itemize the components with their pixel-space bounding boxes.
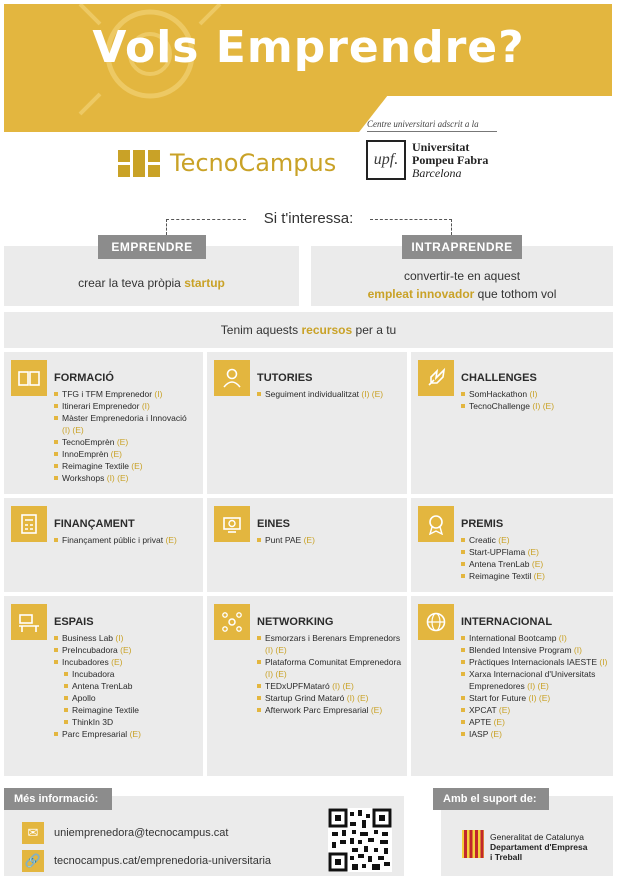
intraprendre-text (311, 267, 613, 303)
list-item-text: InnoEmprèn (62, 449, 111, 459)
list-item-text: Afterwork Parc Empresarial (265, 705, 371, 715)
tools-icon (214, 506, 250, 542)
footer-email-line (22, 822, 228, 844)
list-item (461, 400, 606, 412)
list-item (461, 704, 609, 716)
list-item-badge: (E) (116, 437, 129, 447)
card-title: PREMIS (461, 518, 504, 530)
list-item-text: TecnoChallenge (469, 401, 533, 411)
list-item (257, 388, 402, 400)
generalitat-2: Departament d'Empresa (490, 842, 588, 852)
card-tutories (207, 352, 407, 494)
list-item-text: Reimagine Textile (72, 705, 139, 715)
card-premis (411, 498, 613, 592)
footer-support-tag: Amb el suport de: (433, 788, 549, 810)
list-item-badge: (E) (370, 705, 383, 715)
emprendre-tag: EMPRENDRE (98, 235, 206, 259)
list-item-text: PreIncubadora (62, 645, 121, 655)
emprendre-text (4, 274, 299, 292)
list-item (461, 644, 609, 656)
card-title: FINANÇAMENT (54, 518, 135, 530)
upf-name-2: Pompeu Fabra (412, 153, 489, 167)
card-list (54, 388, 194, 484)
card-title: CHALLENGES (461, 372, 537, 384)
card-list (54, 534, 199, 546)
list-item-badge: (I) (E) (346, 693, 369, 703)
list-item-text: Parc Empresarial (62, 729, 130, 739)
list-item-text: Màster Emprenedoria i Innovació (62, 413, 187, 423)
list-item (54, 534, 199, 546)
list-item-badge: (I) (E) (265, 645, 287, 655)
list-item-text: IASP (469, 729, 491, 739)
list-item (54, 448, 194, 460)
intraprendre-text-post: que tothom vol (474, 287, 557, 301)
card-title: INTERNACIONAL (461, 616, 553, 628)
list-item (461, 534, 606, 546)
list-item-text: Plataforma Comunitat Emprenedora (265, 657, 402, 667)
list-item-text: Pràctiques Internacionals IAESTE (469, 657, 600, 667)
upf-name-1: Universitat (412, 140, 470, 154)
card-eines (207, 498, 407, 592)
list-item (257, 632, 402, 656)
card-internacional (411, 596, 613, 776)
list-item-text: Start-UPFlama (469, 547, 528, 557)
generalitat-1: Generalitat de Catalunya (490, 832, 585, 842)
list-item (54, 412, 194, 436)
emprendre-text-hl: startup (184, 276, 225, 290)
list-item-badge: (I) (E) (62, 425, 84, 435)
list-item (257, 534, 402, 546)
list-item-badge: (E) (531, 559, 544, 569)
list-item (461, 692, 609, 704)
list-item-text: Xarxa Internacional d'Universitats Emprenedores (469, 669, 596, 691)
resources-post: per a tu (352, 323, 397, 337)
list-item-badge: (I) (E) (332, 681, 354, 691)
intraprendre-tag: INTRAPRENDRE (402, 235, 522, 259)
generalitat-text (490, 832, 587, 862)
list-item-badge: (I) (E) (106, 473, 129, 483)
resources-banner (4, 312, 613, 348)
list-item-badge: (I) (599, 657, 608, 667)
list-item-text: ThinkIn 3D (72, 717, 114, 727)
list-item-badge: (I) (154, 389, 163, 399)
footer-url[interactable]: tecnocampus.cat/emprenedoria-universitaria (54, 855, 272, 867)
card-title: ESPAIS (54, 616, 94, 628)
list-item-text: Startup Grind Mataró (265, 693, 347, 703)
intraprendre-text-1: convertir-te en aquest (403, 269, 521, 283)
list-item-badge: (E) (165, 535, 177, 545)
upf-name (412, 141, 488, 180)
list-item (54, 644, 199, 656)
list-item (461, 558, 606, 570)
list-item-badge: (E) (110, 449, 123, 459)
list-item-badge: (E) (131, 461, 143, 471)
list-item (54, 704, 199, 716)
list-item-badge: (E) (490, 729, 502, 739)
list-item (54, 680, 199, 692)
list-item (54, 388, 194, 400)
list-item (54, 436, 194, 448)
list-item-badge: (I) (115, 633, 124, 643)
list-item-badge: (I) (E) (532, 401, 555, 411)
connector-right-v (451, 219, 452, 235)
list-item-text: Incubadores (62, 657, 112, 667)
list-item (461, 632, 609, 644)
card-title: EINES (257, 518, 291, 530)
list-item (54, 692, 199, 704)
list-item-badge: (E) (533, 571, 545, 581)
list-item (461, 656, 609, 668)
mail-icon: ✉ (22, 822, 44, 844)
list-item-text: SomHackathon (469, 389, 530, 399)
book-icon (11, 360, 47, 396)
list-item-text: TEDxUPFMataró (265, 681, 333, 691)
list-item-badge: (I) (573, 645, 582, 655)
card-list (257, 388, 402, 400)
list-item-text: TecnoEmprèn (62, 437, 117, 447)
footer-info-tag: Més informació: (4, 788, 112, 810)
resources-hl: recursos (301, 323, 353, 337)
footer-url-line (22, 850, 271, 872)
globe-icon (418, 604, 454, 640)
list-item-badge: (I) (E) (527, 681, 549, 691)
rocket-icon (418, 360, 454, 396)
list-item-badge: (I) (E) (265, 669, 287, 679)
list-item-badge: (I) (141, 401, 150, 411)
list-item (257, 704, 402, 716)
list-item (257, 692, 402, 704)
intro-title: Si t'interessa: (263, 210, 354, 227)
list-item-text: Blended Intensive Program (469, 645, 574, 655)
list-item-text: Reimagine Textil (469, 571, 534, 581)
list-item-badge: (E) (129, 729, 141, 739)
card-title: TUTORIES (257, 372, 313, 384)
card-list (257, 534, 402, 546)
card-list (461, 388, 606, 412)
list-item (461, 668, 609, 692)
card-list (54, 632, 199, 740)
upf-mark: upf. (366, 140, 406, 180)
tecnocampus-logo (118, 148, 336, 178)
list-item (461, 716, 609, 728)
footer-email[interactable]: uniemprenedora@tecnocampus.cat (54, 827, 229, 839)
list-item-text: Incubadora (72, 669, 115, 679)
list-item-text: Punt PAE (265, 535, 304, 545)
list-item-badge: (I) (558, 633, 567, 643)
list-item-badge: (E) (498, 535, 510, 545)
connector-left (166, 219, 246, 220)
list-item-text: Business Lab (62, 633, 116, 643)
link-icon: 🔗 (22, 850, 44, 872)
list-item-badge: (E) (111, 657, 123, 667)
list-item (461, 546, 606, 558)
list-item-text: XPCAT (469, 705, 499, 715)
list-item (54, 656, 199, 668)
card-networking (207, 596, 407, 776)
card-espais (4, 596, 203, 776)
list-item (54, 400, 194, 412)
connector-left-v (166, 219, 167, 235)
list-item-text: Creatic (469, 535, 499, 545)
card-list (257, 632, 402, 716)
intraprendre-text-hl: empleat innovador (367, 287, 475, 301)
network-icon (214, 604, 250, 640)
list-item-badge: (E) (498, 705, 511, 715)
list-item (54, 472, 194, 484)
page-title: Vols Emprendre? (92, 22, 525, 73)
upf-name-3: Barcelona (412, 166, 462, 180)
list-item-badge: (E) (527, 547, 539, 557)
list-item-text: Seguiment individualitzat (265, 389, 362, 399)
mentor-icon (214, 360, 250, 396)
list-item-text: Apollo (72, 693, 96, 703)
list-item (54, 668, 199, 680)
list-item (54, 728, 199, 740)
list-item (461, 388, 606, 400)
card-list (461, 534, 606, 582)
list-item-text: International Bootcamp (469, 633, 559, 643)
list-item-text: Antena TrenLab (72, 681, 133, 691)
list-item-badge: (I) (E) (361, 389, 384, 399)
card-title: NETWORKING (257, 616, 334, 628)
upf-caption: Centre universitari adscrit a la (367, 119, 497, 132)
list-item-text: Workshops (62, 473, 107, 483)
list-item (257, 656, 402, 680)
qr-code[interactable] (328, 808, 392, 872)
tecnocampus-mark-icon (118, 148, 160, 178)
desk-icon (11, 604, 47, 640)
list-item (461, 570, 606, 582)
card-formacio (4, 352, 203, 494)
connector-right (370, 219, 452, 220)
generalitat-logo-icon (462, 830, 484, 858)
list-item-text: Finançament públic i privat (62, 535, 166, 545)
list-item-badge: (E) (120, 645, 132, 655)
list-item-badge: (E) (493, 717, 505, 727)
tecnocampus-wordmark: TecnoCampus (170, 149, 337, 177)
list-item-text: Start for Future (469, 693, 529, 703)
list-item-text: TFG i TFM Emprenedor (62, 389, 155, 399)
list-item-text: Reimagine Textile (62, 461, 132, 471)
list-item (54, 460, 194, 472)
emprendre-text-pre: crear la teva pròpia (78, 276, 185, 290)
card-title: FORMACIÓ (54, 372, 114, 384)
card-challenges (411, 352, 613, 494)
list-item (461, 728, 609, 740)
list-item (54, 632, 199, 644)
resources-pre: Tenim aquests (220, 323, 302, 337)
list-item-text: Esmorzars i Berenars Emprenedors (265, 633, 401, 643)
list-item (54, 716, 199, 728)
list-item-badge: (E) (303, 535, 315, 545)
card-list (461, 632, 609, 740)
list-item-badge: (I) (E) (528, 693, 551, 703)
calculator-icon (11, 506, 47, 542)
list-item (257, 680, 402, 692)
card-financament (4, 498, 203, 592)
list-item-badge: (I) (529, 389, 538, 399)
medal-icon (418, 506, 454, 542)
list-item-text: Itinerari Emprenedor (62, 401, 142, 411)
list-item-text: APTE (469, 717, 494, 727)
list-item-text: Antena TrenLab (469, 559, 532, 569)
generalitat-3: i Treball (490, 852, 523, 862)
